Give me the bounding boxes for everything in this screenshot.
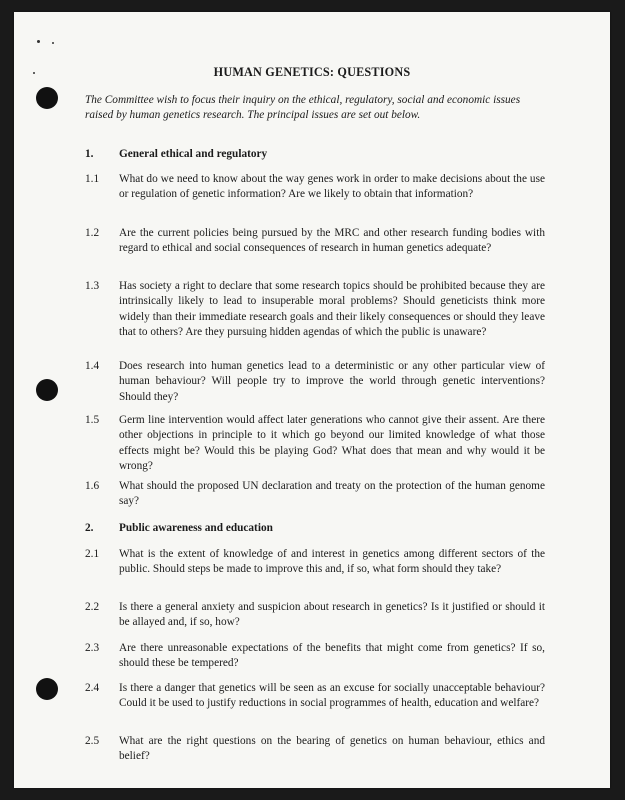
section-number: 1.: [85, 148, 94, 160]
list-item: [85, 641, 545, 672]
item-text: What should the proposed UN declaration and treaty on the protection of the human genome say?: [119, 480, 545, 508]
list-item: [85, 226, 545, 257]
item-text: What are the right questions on the bearing of genetics on human behaviour, ethics and belief?: [119, 735, 545, 763]
item-number: 2.4: [85, 682, 100, 694]
list-item: [85, 413, 545, 474]
list-item: [85, 600, 545, 631]
document-page: [14, 12, 610, 788]
intro-paragraph: The Committee wish to focus their inquiry on the ethical, regulatory, social and economic issues raised by human genetics research. The principal issues are set out below.: [85, 94, 521, 121]
punch-hole: [36, 87, 58, 109]
item-number: 1.5: [85, 414, 100, 426]
section-title: Public awareness and education: [119, 522, 273, 534]
punch-hole: [36, 379, 58, 401]
item-text: Does research into human genetics lead to a deterministic or any other particular view of human behaviour? Will people try to improve the world through genetic interventions? Should they?: [119, 360, 545, 403]
item-text: Is there a danger that genetics will be seen as an excuse for socially unacceptable behaviour? Could it be used to justify reductions in social programmes of health, education and welfare?: [119, 682, 545, 710]
item-number: 2.3: [85, 642, 100, 654]
list-item: [85, 279, 545, 340]
section-heading: [85, 522, 273, 534]
item-number: 2.2: [85, 601, 100, 613]
list-item: [85, 547, 545, 578]
item-text: Is there a general anxiety and suspicion about research in genetics? Is it justified or should it be allayed and, if so, how?: [119, 601, 545, 629]
item-number: 1.4: [85, 360, 100, 372]
item-text: What is the extent of knowledge of and interest in genetics among different sectors of the public. Should steps be made to improve this and, if so, what form should they take?: [119, 548, 545, 576]
item-number: 2.1: [85, 548, 100, 560]
paper-speck: [52, 42, 54, 44]
item-number: 2.5: [85, 735, 100, 747]
item-text: What do we need to know about the way genes work in order to make decisions about the use or regulation of genetic information? Are we likely to obtain that information?: [119, 173, 545, 201]
list-item: [85, 359, 545, 405]
paper-speck: [37, 40, 40, 43]
item-number: 1.2: [85, 227, 100, 239]
list-item: [85, 479, 545, 510]
punch-hole: [36, 678, 58, 700]
section-title: General ethical and regulatory: [119, 148, 268, 160]
list-item: [85, 734, 545, 765]
list-item: [85, 681, 545, 712]
item-text: Germ line intervention would affect later generations who cannot give their assent. Are there other objections in principle to it which go beyond our limited knowledge of what those effects might be? Would this be playing God? What does that mean and why would it be wrong?: [119, 414, 545, 472]
page-title: HUMAN GENETICS: QUESTIONS: [213, 65, 411, 79]
item-number: 1.3: [85, 280, 100, 292]
list-item: [85, 172, 545, 203]
item-text: Are there unreasonable expectations of the benefits that might come from genetics? If so, should these be tempered?: [119, 642, 545, 670]
item-number: 1.6: [85, 480, 100, 492]
item-text: Has society a right to declare that some research topics should be prohibited because they are intrinsically likely to lead to insuperable moral problems? Should geneticists think more widely than their immediate research goals and their likely consequences or should they leave that to others? Are they pursuing hidden agendas of which the public is unaware?: [119, 280, 545, 338]
section-heading: [85, 148, 267, 160]
section-number: 2.: [85, 522, 94, 534]
item-number: 1.1: [85, 173, 100, 185]
item-text: Are the current policies being pursued by the MRC and other research funding bodies with regard to ethical and social consequences of research in human genetics adequate?: [119, 227, 545, 255]
